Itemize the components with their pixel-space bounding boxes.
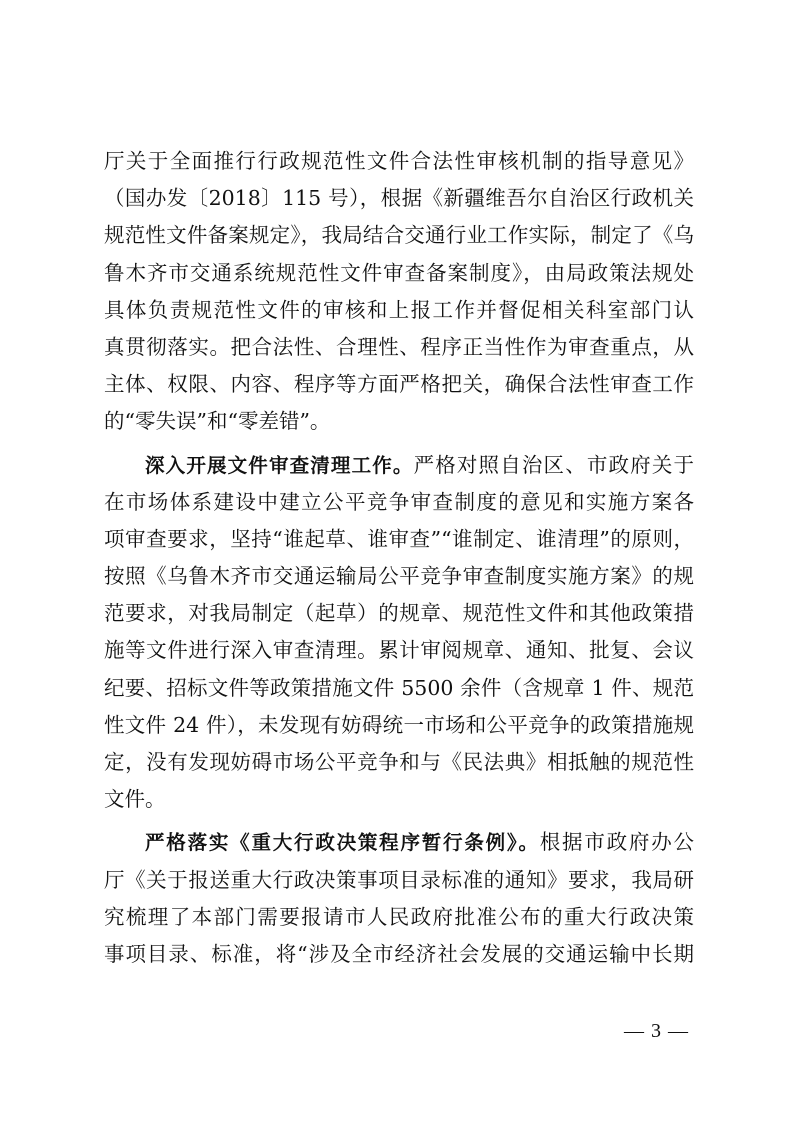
text-line: 主体、权限、内容、程序等方面严格把关，确保合法性审查工作: [104, 372, 694, 397]
text-line: 究梳理了本部门需要报请市人民政府批准公布的重大行政决策: [104, 904, 694, 929]
text-line: [104, 824, 694, 861]
text-line: 厅关于全面推行行政规范性文件合法性审核机制的指导意见》: [104, 149, 694, 173]
text-line: 性文件 24 件），未发现有妨碍统一市场和公平竞争的政策措施规: [104, 712, 694, 737]
page-number: — 3 —: [624, 1020, 689, 1042]
document-body: [104, 143, 694, 973]
text-line: 鲁木齐市交通系统规范性文件审查备案制度》，由局政策法规处: [104, 260, 694, 285]
text-line: 按照《乌鲁木齐市交通运输局公平竞争审查制度实施方案》的规: [104, 564, 694, 589]
text-line: 真贯彻落实。把合法性、合理性、程序正当性作为审查重点，从: [104, 334, 694, 359]
text-line: （国办发〔2018〕115 号），根据《新疆维吾尔自治区行政机关: [104, 186, 694, 211]
paragraph-major-decisions: [104, 824, 694, 973]
text-line: 文件。: [104, 787, 166, 812]
section-heading: 严格落实《重大行政决策程序暂行条例》。: [145, 831, 540, 855]
paragraph-legal-review: [104, 143, 694, 441]
text-run: 根据市政府办公: [539, 830, 694, 855]
text-line: 纪要、招标文件等政策措施文件 5500 余件（含规章 1 件、规范: [104, 675, 694, 700]
text-line: 施等文件进行深入审查清理。累计审阅规章、通知、批复、会议: [104, 638, 694, 663]
text-line: 项审查要求，坚持“谁起草、谁审查”“谁制定、谁清理”的原则，: [104, 526, 694, 551]
text-line: 具体负责规范性文件的审核和上报工作并督促相关科室部门认: [104, 297, 694, 322]
text-line: 的“零失误”和“零差错”。: [104, 409, 331, 434]
text-line: 范要求，对我局制定（起草）的规章、规范性文件和其他政策措: [104, 601, 694, 626]
text-line: 规范性文件备案规定》，我局结合交通行业工作实际，制定了《乌: [104, 223, 694, 248]
text-line: 事项目录、标准，将“涉及全市经济社会发展的交通运输中长期: [104, 941, 694, 966]
section-heading: 深入开展文件审查清理工作。: [145, 453, 414, 477]
text-line: [104, 447, 694, 484]
text-line: 在市场体系建设中建立公平竞争审查制度的意见和实施方案各: [104, 489, 694, 514]
text-run: 严格对照自治区、市政府关于: [413, 452, 694, 477]
text-line: 定，没有发现妨碍市场公平竞争和与《民法典》相抵触的规范性: [104, 750, 694, 774]
text-line: 厅《关于报送重大行政决策事项目录标准的通知》要求，我局研: [104, 867, 694, 892]
paragraph-document-review: [104, 447, 694, 819]
